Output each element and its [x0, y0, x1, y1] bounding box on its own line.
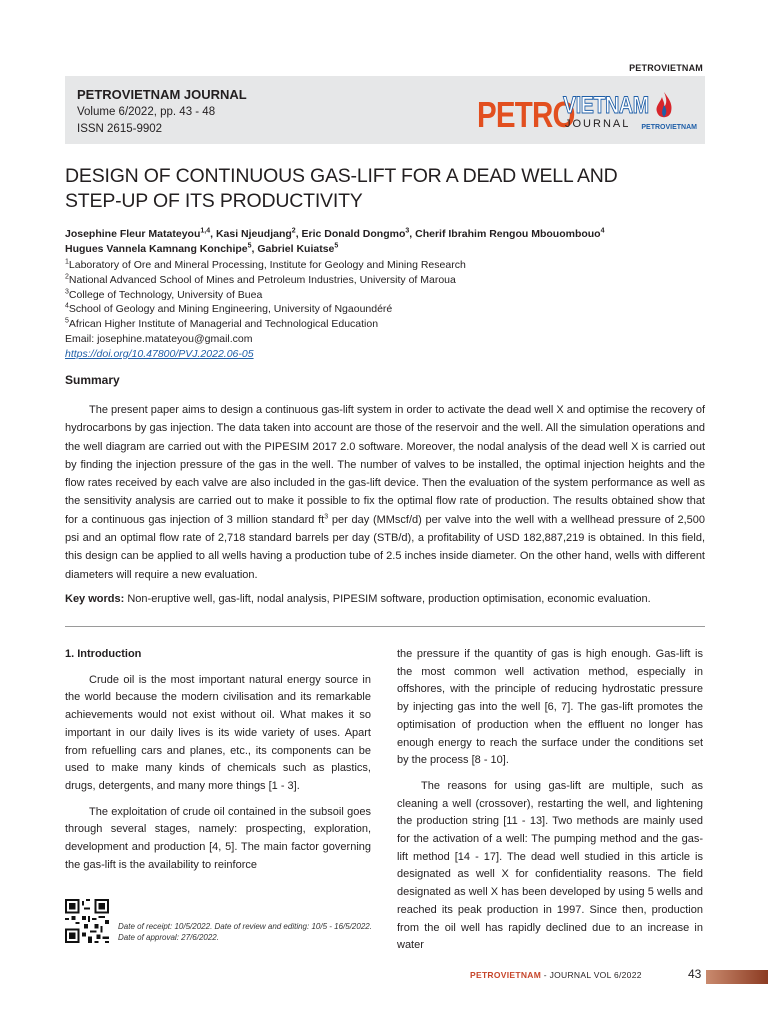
article-dates: [118, 921, 372, 943]
journal-name: PETROVIETNAM JOURNAL: [77, 87, 247, 102]
logo-journal-text: JOURNAL: [565, 118, 631, 130]
title-line-1: DESIGN OF CONTINUOUS GAS-LIFT FOR A DEAD WELL AND: [65, 165, 618, 187]
date-receipt: Date of receipt: 10/5/2022. Date of review and editing: 10/5 - 16/5/2022.: [118, 922, 372, 931]
affiliations: [65, 258, 705, 362]
summary-paragraph: The present paper aims to design a continuous gas-lift system in order to activate the dead well X and optimise the recovery of hydrocarbons by gas injection. The data taken into account are those of the reservoir and the well. All the simulation operations and the well diagram are carried out with the PIPESIM 2017 2.0 software. Moreover, the nodal analysis of the dead well X is carried out by finding the injection pressure of the gas in the well. The number of valves to be installed, the optimal injection heights and the flow rates received by each valve are also included in the gas-lift device. Then the evaluation of the system performance as well as the sensitivity analysis are carried out to make it possible to fix the optimal flow rate of production. The results obtained show that for a continuous gas injection of 3 million standard $ft^3$ per day (MMscf/d) per valve into the well with a wellhead pressure of 2,500 psi and an optimal flow rate of 2,718 standard barrels per day (STB/d), a profitability of USD 182,887,219 is obtained. In this field, this design can be applied to all wells having a production tube of 2.5 inches inside diameter. On the other hand, wells with different diameters will require a new evaluation.: [65, 404, 706, 581]
footer-accent-bar: [706, 970, 768, 984]
date-approval: Date of approval: 27/6/2022.: [118, 933, 219, 942]
flame-icon: [653, 91, 675, 123]
author-list: [65, 227, 705, 257]
intro-heading: 1. Introduction: [65, 648, 142, 660]
doi-link[interactable]: https://doi.org/10.47800/PVJ.2022.06-05: [65, 347, 254, 360]
author-line-1: Josephine Fleur Matateyou$^{1,4}$, Kasi Njeudjang$^2$, Eric Donald Dongmo$^3$, Cherif Ibrahim Rengou Mbouombouo$^4$: [65, 227, 605, 240]
affiliation-item: $^4$School of Geology and Mining Engineering, University of Ngaoundéré: [65, 302, 393, 316]
title-line-2: STEP-UP OF ITS PRODUCTIVITY: [65, 190, 363, 212]
author-email: Email: josephine.matateyou@gmail.com: [65, 332, 253, 345]
column-right: [397, 646, 703, 963]
summary-heading: Summary: [65, 373, 120, 387]
logo-petro-text: PETRO: [477, 94, 575, 135]
logo-vietnam-text: VIETNAM: [563, 92, 649, 119]
keywords: Key words: Non-eruptive well, gas-lift, nodal analysis, PIPESIM software, production optimisation, economic evaluation.: [65, 593, 651, 605]
paragraph: the pressure if the quantity of gas is high enough. Gas-lift is the most common well activation method, especially in offshores, with the principle of reducing hydrostatic pressure by injecting gas into the well [6, 7]. The gas-lift promotes the optimisation of production when the effluent no longer has enough energy to reach the surface under the conditions set by the process [8 - 10].: [397, 648, 703, 767]
affiliation-item: $^5$African Higher Institute of Managerial and Technological Education: [65, 317, 379, 331]
affiliation-item: $^3$College of Technology, University of Buea: [65, 288, 263, 301]
affiliation-item: $^2$National Advanced School of Mines and Petroleum Industries, University of Maroua: [65, 273, 456, 286]
top-brand: PETROVIETNAM: [629, 63, 703, 73]
logo-brand-small: PETROVIETNAM: [641, 124, 697, 131]
paragraph: The exploitation of crude oil contained in the subsoil goes through several stages, namely: prospecting, exploration, development and production [4, 5]. The main factor governing the gas-lift is the availability to reinforce: [65, 805, 371, 871]
journal-issn: ISSN 2615-9902: [77, 123, 163, 135]
page-footer: PETROVIETNAM - JOURNAL VOL 6/2022: [470, 970, 642, 980]
author-line-2: Hugues Vannela Kamnang Konchipe$^5$, Gabriel Kuiatse$^5$: [65, 242, 339, 255]
page-number: 43: [688, 967, 702, 981]
journal-logo: [477, 88, 697, 136]
qr-code-icon: [65, 899, 109, 943]
affiliation-item: $^1$Laboratory of Ore and Mineral Processing, Institute for Geology and Mining Research: [65, 258, 466, 271]
section-divider: [65, 626, 705, 627]
article-title: [65, 164, 705, 214]
paragraph: Crude oil is the most important natural energy source in the world because the modern civilisation and its remarkable achievements would not exist without oil. What makes it so important in our daily lives is its wide variety of uses. Apart from refuelling cars and planes, etc., its components can be used to make many kinds of chemicals such as plastics, drugs, detergents, and many more things [1 - 3].: [65, 673, 371, 792]
journal-header-band: [65, 76, 705, 144]
paragraph: The reasons for using gas-lift are multiple, such as cleaning a well (crossover), restarting the well, and lightening the production string [11 - 13]. Two methods are mainly used for the activation of a well: The pumping method and the gas-lift method [14 - 17]. The dead well studied in this article is designated as well X for confidentiality reasons. The field designated as well X has been developed by using 5 wells and reached its peak production in 1997. Since then, production from the oil well has rapidly declined due to an increase in water: [397, 779, 703, 952]
journal-volume: Volume 6/2022, pp. 43 - 48: [77, 106, 216, 118]
column-left: [65, 646, 371, 882]
